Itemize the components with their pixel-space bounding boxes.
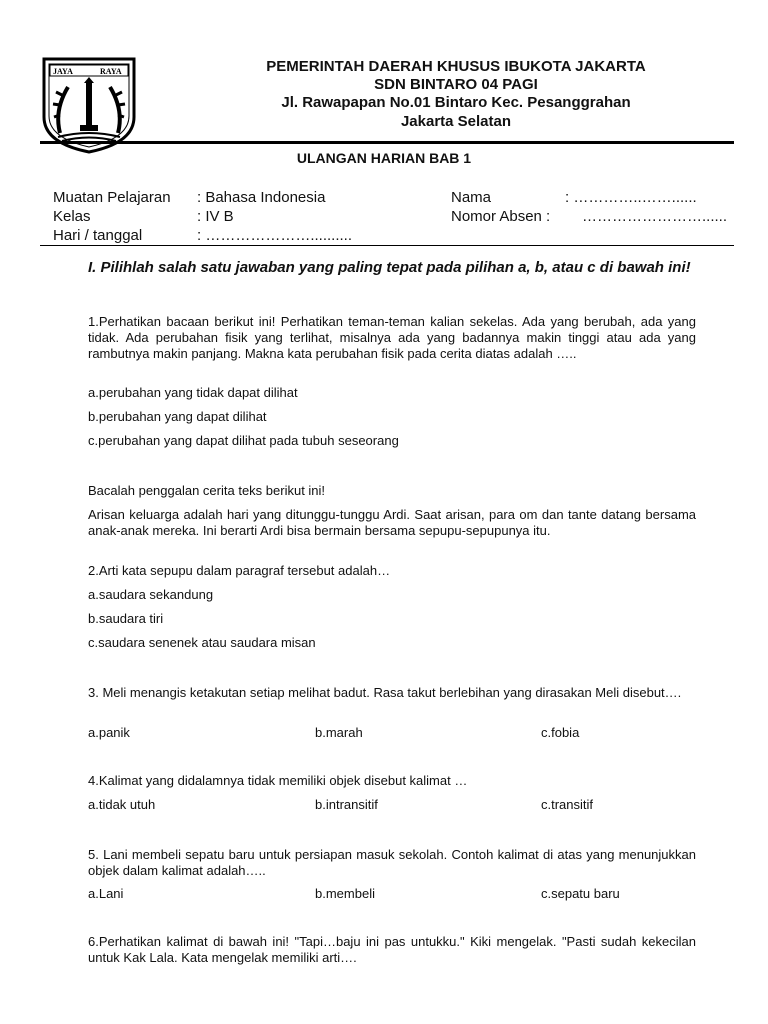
kelas-value: : IV B (197, 208, 234, 225)
q1-option-a[interactable]: a.perubahan yang tidak dapat dilihat (88, 385, 298, 400)
header-government: PEMERINTAH DAERAH KHUSUS IBUKOTA JAKARTA (266, 58, 646, 75)
absen-field[interactable]: ……………………...... (582, 208, 728, 225)
question-1-text: 1.Perhatikan bacaan berikut ini! Perhatikan teman-teman kalian sekelas. Ada yang berubah, ada yang tidak. Ada perubahan fisik yang terlihat, misalnya ada yang badannya makin tinggi atau ada yang rambutnya makin panjang. Makna kata perubahan fisik pada cerita diatas adalah ….. (88, 314, 696, 361)
question-3-text: 3. Meli menangis ketakutan setiap melihat badut. Rasa takut berlebihan yang dirasakan Meli disebut…. (88, 685, 682, 700)
nama-field[interactable]: : …………..……...... (565, 189, 697, 206)
header-address: Jl. Rawapapan No.01 Bintaro Kec. Pesanggrahan (281, 94, 631, 111)
story-intro: Bacalah penggalan cerita teks berikut ini! (88, 483, 326, 498)
muatan-value: : Bahasa Indonesia (197, 189, 326, 206)
muatan-label: Muatan Pelajaran (53, 189, 171, 206)
question-2-text: 2.Arti kata sepupu dalam paragraf tersebut adalah… (88, 563, 391, 578)
q1-option-c[interactable]: c.perubahan yang dapat dilihat pada tubuh seseorang (88, 433, 399, 448)
q4-option-a[interactable]: a.tidak utuh (88, 797, 156, 812)
q1-option-b[interactable]: b.perubahan yang dapat dilihat (88, 409, 267, 424)
q2-option-a[interactable]: a.saudara sekandung (88, 587, 214, 602)
q3-option-c[interactable]: c.fobia (541, 725, 580, 740)
question-6-text: 6.Perhatikan kalimat di bawah ini! "Tapi…baju ini pas untukku." Kiki mengelak. "Pasti sudah kekecilan untuk Kak Lala. Kata mengelak memiliki arti…. (88, 934, 696, 965)
absen-label: Nomor Absen : (451, 208, 551, 225)
q5-option-b[interactable]: b.membeli (315, 886, 375, 901)
nama-label: Nama (451, 189, 492, 206)
q4-option-c[interactable]: c.transitif (541, 797, 594, 812)
story-text: Arisan keluarga adalah hari yang ditunggu-tunggu Ardi. Saat arisan, para om dan tante datang bersama anak-anak mereka. Ini berarti Ardi bisa bermain bersama sepupu-sepupunya itu. (88, 507, 696, 538)
header-divider (40, 141, 734, 144)
q2-option-b[interactable]: b.saudara tiri (88, 611, 164, 626)
instruction: I. Pilihlah salah satu jawaban yang paling tepat pada pilihan a, b, atau c di bawah ini! (88, 259, 691, 276)
logo-text-left: JAYA (53, 67, 73, 76)
exam-title: ULANGAN HARIAN BAB 1 (296, 150, 472, 166)
info-divider (40, 245, 734, 246)
q5-option-c[interactable]: c.sepatu baru (541, 886, 620, 901)
question-5-text: 5. Lani membeli sepatu baru untuk persiapan masuk sekolah. Contoh kalimat di atas yang menunjukkan objek dalam kalimat adalah….. (88, 847, 696, 878)
jaya-raya-logo (40, 55, 138, 155)
header-school: SDN BINTARO 04 PAGI (374, 76, 538, 93)
question-4-text: 4.Kalimat yang didalamnya tidak memiliki objek disebut kalimat … (88, 773, 468, 788)
kelas-label: Kelas (53, 208, 91, 225)
q5-option-a[interactable]: a.Lani (88, 886, 124, 901)
header-city: Jakarta Selatan (400, 113, 512, 130)
q3-option-b[interactable]: b.marah (315, 725, 363, 740)
q3-option-a[interactable]: a.panik (88, 725, 130, 740)
logo-text-right: RAYA (100, 67, 122, 76)
hari-label: Hari / tanggal (53, 227, 143, 244)
q4-option-b[interactable]: b.intransitif (315, 797, 378, 812)
q2-option-c[interactable]: c.saudara senenek atau saudara misan (88, 635, 316, 650)
hari-field[interactable]: : ………………….......... (197, 227, 353, 244)
